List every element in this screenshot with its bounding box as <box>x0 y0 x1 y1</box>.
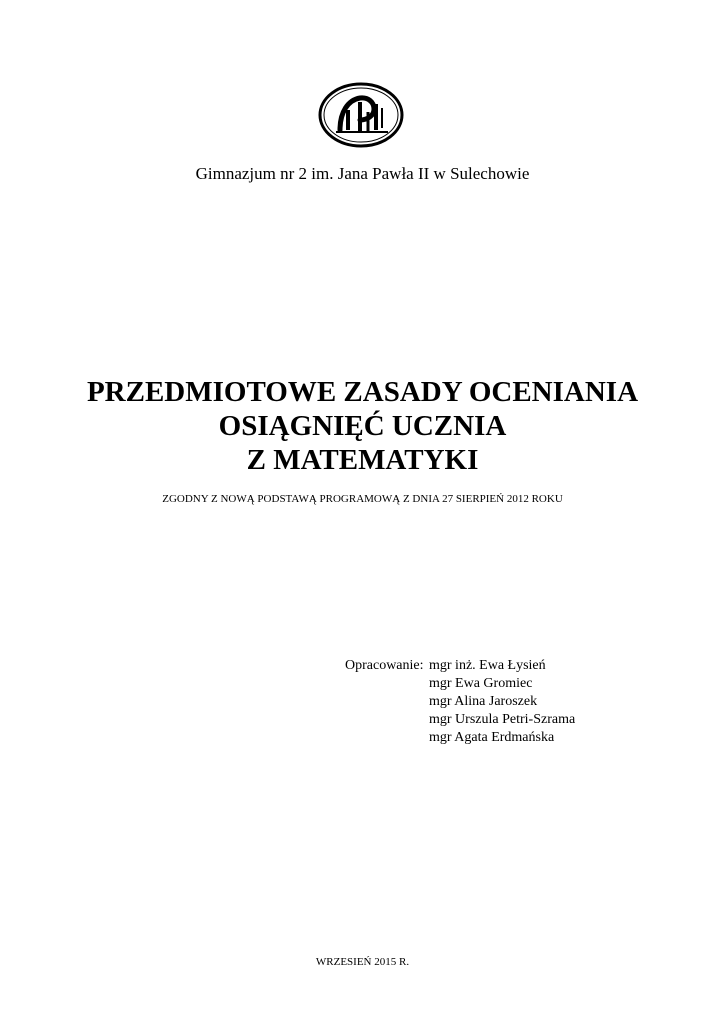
school-monogram-logo-icon <box>318 82 404 148</box>
document-date: WRZESIEŃ 2015 R. <box>315 956 410 968</box>
author-name: mgr Ewa Gromiec <box>429 676 533 691</box>
authors-label: Opracowanie: <box>345 658 424 673</box>
authors-list <box>429 657 575 747</box>
author-name: mgr inż. Ewa Łysień <box>429 658 546 673</box>
document-subtitle: ZGODNY Z NOWĄ PODSTAWĄ PROGRAMOWĄ Z DNIA 27 SIERPIEŃ 2012 ROKU <box>162 493 563 505</box>
title-line-3: Z MATEMATYKI <box>246 444 479 476</box>
authors-row <box>345 657 575 747</box>
author-name: mgr Urszula Petri-Szrama <box>429 712 576 727</box>
title-line-2: OSIĄGNIĘĆ UCZNIA <box>218 410 507 442</box>
title-line-1: PRZEDMIOTOWE ZASADY OCENIANIA <box>86 376 639 408</box>
author-name: mgr Alina Jaroszek <box>429 694 538 709</box>
school-name: Gimnazjum nr 2 im. Jana Pawła II w Sulechowie <box>195 164 530 183</box>
document-title <box>0 375 725 477</box>
authors-block <box>345 657 575 747</box>
author-name: mgr Agata Erdmańska <box>429 730 555 745</box>
